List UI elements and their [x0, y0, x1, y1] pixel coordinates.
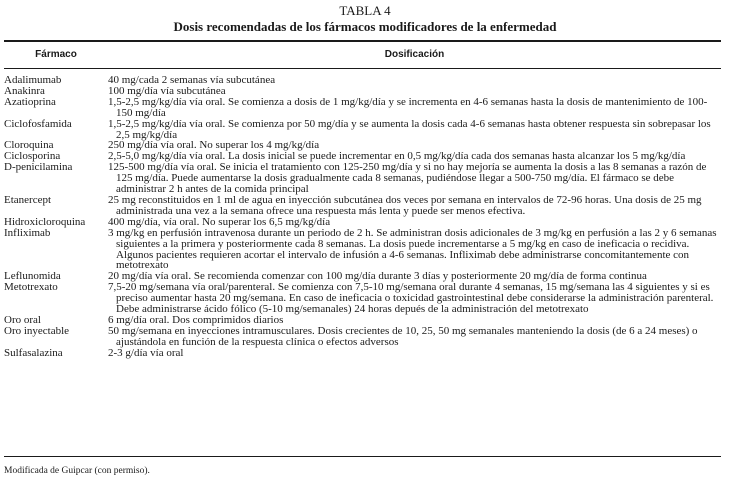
table-caption: TABLA 4 — [339, 3, 391, 18]
dose-text: 7,5-20 mg/semana vía oral/parenteral. Se comienza con 7,5-10 mg/semana oral durante 4 semanas, 15 mg/semana las 4 siguientes y si es preciso aumentar hasta 20 mg/semana. En caso de ineficacia o toxicidad gastrointestinal debe considerarse la administración parenteral. Debe administrarse ácido fólico (5-10 mg/semanales) 24 horas depués de la administración del metotrexato — [108, 281, 714, 316]
dose-text: 20 mg/día vía oral. Se recomienda comenzar con 100 mg/día durante 3 días y posteriormente 20 mg/día de forma continua — [108, 270, 647, 283]
table-row — [4, 162, 721, 195]
dose-text: 1,5-2,5 mg/kg/día vía oral. Se comienza a dosis de 1 mg/kg/día y se incrementa en 4-6 semanas hasta la dosis de mantenimiento de 100-150 mg/día — [108, 95, 708, 119]
drug-name: Azatioprina — [4, 95, 56, 108]
drug-name: Oro inyectable — [4, 324, 70, 337]
dose-text: 125-500 mg/día vía oral. Se inicia el tratamiento con 125-250 mg/día y si no hay mejoría se aumenta la dosis a las 8 semanas a razón de 125 mg/día. Puede aumentarse la dosis gradualmente cada 8 semanas, pudiéndose llegar a 500-750 mg/día. El fármaco se debe administrar 2 h antes de la comida principal — [108, 161, 707, 196]
dose-text: 2-3 g/día vía oral — [108, 346, 184, 359]
dose-text: 6 mg/día oral. Dos comprimidos diarios — [108, 313, 284, 326]
drug-name: Hidroxicloroquina — [4, 215, 86, 228]
table-row — [4, 119, 721, 141]
dose-text: 400 mg/día, vía oral. No superar los 6,5 mg/kg/día — [108, 215, 331, 228]
dose-text: 100 mg/día vía subcutánea — [108, 84, 226, 97]
top-rule — [4, 40, 721, 42]
dose-text: 2,5-5,0 mg/kg/día vía oral. La dosis inicial se puede incrementar en 0,5 mg/kg/día cada dos semanas hasta alcanzar los 5 mg/kg/día — [108, 150, 686, 163]
table-row — [4, 97, 721, 119]
header-dosificacion: Dosificación — [384, 49, 445, 60]
dose-text: 50 mg/semana en inyecciones intramusculares. Dosis crecientes de 10, 25, 50 mg semanales manteniendo la dosis (de 6 a 24 meses) o ajustándola en función de la respuesta clínica o efectos adversos — [108, 324, 698, 348]
dose-text: 25 mg reconstituidos en 1 ml de agua en inyección subcutánea dos veces por semana en intervalos de 72-96 horas. Una dosis de 25 mg administrada una vez a la semana ofrece una respuesta más lenta y puede ser menos efectiva. — [108, 193, 702, 217]
dose-text: 1,5-2,5 mg/kg/día vía oral. Se comienza por 50 mg/día y se aumenta la dosis cada 4-6 semanas hasta obtener respuesta sin sobrepasar los 2,5 mg/kg/día — [108, 117, 711, 141]
header-rule — [4, 68, 721, 69]
header-farmaco: Fármaco — [35, 49, 77, 60]
drug-name: Metotrexato — [4, 281, 58, 294]
drug-name: Cloroquina — [4, 139, 54, 152]
drug-name: Leflunomida — [4, 270, 61, 283]
drug-name: D-penicilamina — [4, 161, 73, 174]
drug-name: Oro oral — [4, 313, 41, 326]
table-row — [4, 228, 721, 272]
drug-name: Infliximab — [4, 226, 51, 239]
dose-text: 250 mg/día vía oral. No superar los 4 mg/kg/día — [108, 139, 320, 152]
drug-name: Etanercept — [4, 193, 52, 206]
table-row — [4, 326, 721, 348]
drug-name: Anakinra — [4, 84, 45, 97]
dose-text: 3 mg/kg en perfusión intravenosa durante un periodo de 2 h. Se administran dosis adicionales de 3 mg/kg en perfusión a las 2 y 6 semanas siguientes a la primera y posteriormente cada 8 semanas. La dosis puede incrementarse a 5 mg/kg en caso de ineficacia o recidiva. Algunos pacientes requieren acortar el intervalo de infusión a 4-6 semanas. Infliximab debe administrarse concomitantemente con metotrexato — [108, 226, 717, 272]
table-row — [4, 348, 721, 359]
drug-name: Adalimumab — [4, 74, 62, 86]
table-row — [4, 195, 721, 217]
table-title: Dosis recomendadas de los fármacos modificadores de la enfermedad — [173, 19, 557, 34]
drug-name: Ciclofosfamida — [4, 117, 72, 130]
drug-name: Sulfasalazina — [4, 346, 63, 359]
table-body — [4, 75, 721, 359]
bottom-rule — [4, 456, 721, 457]
table-row — [4, 282, 721, 315]
drug-name: Ciclosporina — [4, 150, 61, 163]
dose-text: 40 mg/cada 2 semanas vía subcutánea — [108, 74, 276, 86]
table-footnote: Modificada de Guipcar (con permiso). — [4, 466, 150, 476]
